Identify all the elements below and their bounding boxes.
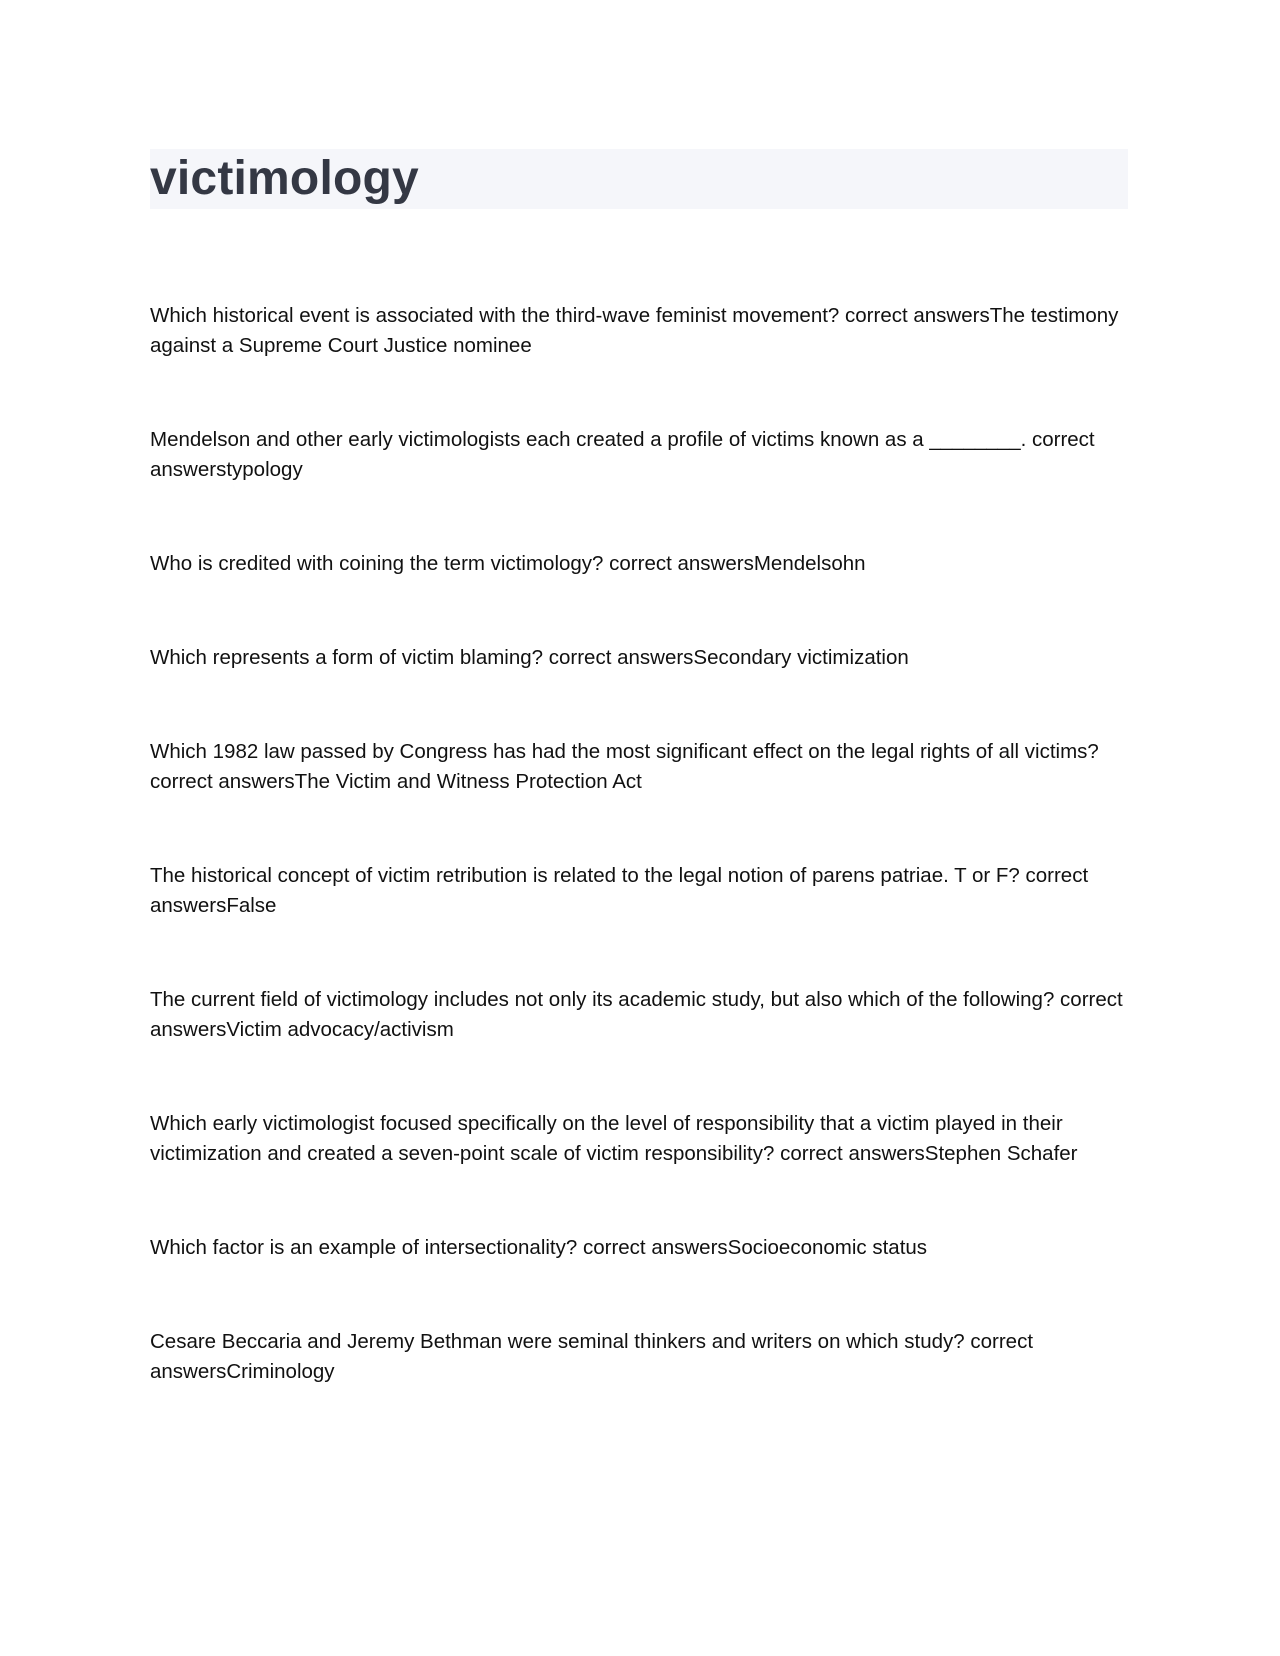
qa-item: Which historical event is associated with the third-wave feminist movement? correct answersThe testimony against a Supreme Court Justice nominee [150, 304, 1119, 357]
qa-item: Which early victimologist focused specifically on the level of responsibility that a victim played in their victimization and created a seven-point scale of victim responsibility? correct answersStephen Schafer [150, 1112, 1078, 1165]
document-title: victimology [150, 152, 419, 205]
qa-list [150, 301, 1128, 1420]
qa-item: Which 1982 law passed by Congress has had the most significant effect on the legal rights of all victims? correct answersThe Victim and Witness Protection Act [150, 740, 1099, 793]
qa-item: Cesare Beccaria and Jeremy Bethman were seminal thinkers and writers on which study? correct answersCriminology [150, 1330, 1034, 1383]
qa-item: Which factor is an example of intersectionality? correct answersSocioeconomic status [150, 1236, 928, 1259]
qa-item: Which represents a form of victim blaming? correct answersSecondary victimization [150, 646, 909, 669]
qa-item: The current field of victimology includes not only its academic study, but also which of the following? correct answersVictim advocacy/activism [150, 988, 1123, 1041]
qa-item: The historical concept of victim retribution is related to the legal notion of parens patriae. T or F? correct answersFalse [150, 864, 1089, 917]
qa-item: Who is credited with coining the term victimology? correct answersMendelsohn [150, 552, 866, 575]
title-banner [150, 149, 1128, 209]
document-page [150, 149, 1128, 1451]
qa-item: Mendelson and other early victimologists each created a profile of victims known as a ________. correct answerstypology [150, 428, 1095, 481]
